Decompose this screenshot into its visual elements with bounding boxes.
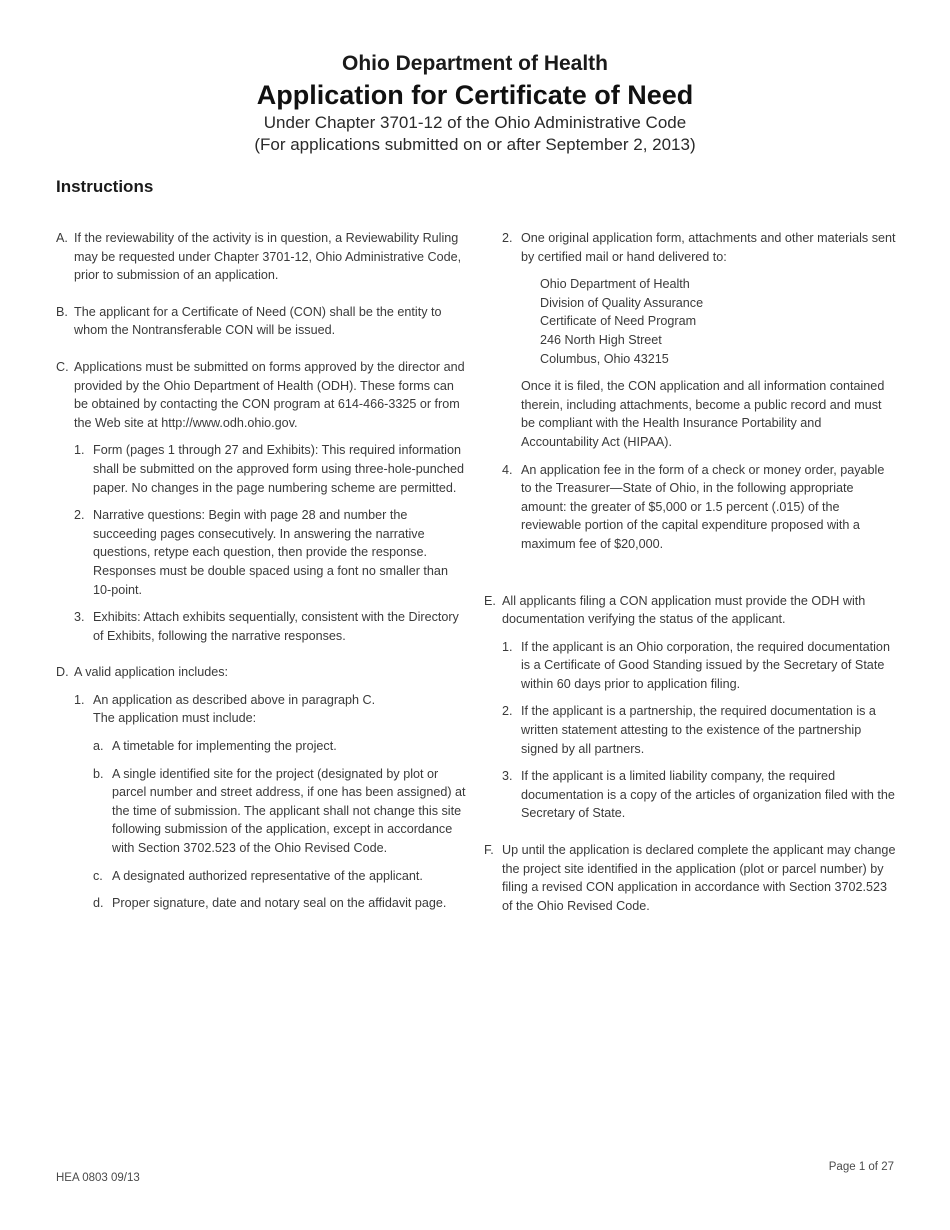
item-text: Exhibits: Attach exhibits sequentially, consistent with the Directory of Exhibits, following the narrative responses. [93,610,459,643]
instruction-f [484,841,896,915]
item-text: Form (pages 1 through 27 and Exhibits): This required information shall be submitted on the approved form using three-hole-punched paper. No changes in the page numbering scheme are permitted. [93,443,465,495]
item-marker: 2. [502,231,513,245]
item-marker: 2. [502,704,513,719]
item-text: If the applicant is an Ohio corporation, the required documentation is a Certificate of Good Standing issued by the Secretary of State within 60 days prior to application filing. [521,639,890,691]
item-marker: 2. [74,508,85,523]
item-marker: 1. [74,443,85,458]
instruction-d [56,663,466,913]
item-text: A designated authorized representative of the applicant. [112,868,423,883]
instruction-d-2 [484,229,896,452]
address-line: Division of Quality Assurance [540,295,704,310]
instructions-heading: Instructions [56,177,154,196]
item-text: Once it is filed, the CON application and all information contained therein, including attachments, become a public record and must be compliant with the Health Insurance Portability and Accountability Act (HIPAA). [521,379,885,449]
list-item [502,702,896,758]
page-subtitle: Under Chapter 3701-12 of the Ohio Administrative Code [263,113,687,132]
instruction-d-4 [484,461,896,554]
agency-name: Ohio Department of Health [341,52,609,75]
sub-list-item [93,867,466,886]
item-marker: 3. [74,610,85,625]
right-column [484,229,896,915]
item-text: Applications must be submitted on forms approved by the director and provided by the Ohio Department of Health (ODH). These forms can be obtained by contacting the CON program at 614-466-3325 or from the Web site at http://www.odh.ohio.gov. [74,359,465,430]
item-marker: 4. [502,462,513,477]
item-text: A single identified site for the project (designated by plot or parcel number and street address, if one has been assigned) at the time of submission. The applicant shall not change this site following submission of the application, except in accordance with Section 3702.523 of the Ohio Revised Code. [112,766,466,856]
item-marker: d. [93,896,104,911]
item-marker: C. [56,359,69,374]
item-marker: b. [93,766,104,781]
item-text: One original application form, attachments and other materials sent by certified mail or hand delivered to: [521,231,896,264]
address-line: Certificate of Need Program [540,314,697,329]
page-title: Application for Certificate of Need [256,80,694,110]
item-marker: a. [93,739,104,754]
sub-list-item [93,737,466,756]
sub-list-item [93,894,466,913]
item-marker: 3. [502,769,513,784]
instruction-e [484,592,896,824]
item-marker: E. [484,593,496,608]
instruction-b [56,303,466,340]
list-item [74,608,466,645]
page-number: Page 1 of 27 [828,1161,894,1173]
instruction-a [56,229,466,285]
item-text: A timetable for implementing the project. [112,739,337,754]
instruction-c [56,358,466,645]
item-text: Up until the application is declared complete the applicant may change the project site identified in the application (plot or parcel number) by filing a revised CON application in accordance with Section 3702.523 of the Ohio Revised Code. [502,843,896,913]
list-item [502,638,896,694]
mailing-address [521,275,896,368]
item-text: The applicant for a Certificate of Need (CON) shall be the entity to whom the Nontransferable CON will be issued. [74,304,442,338]
item-marker: B. [56,304,68,319]
sub-list-item [93,765,466,858]
item-text: Proper signature, date and notary seal on the affidavit page. [112,896,447,911]
item-marker: F. [484,843,494,858]
address-line: 246 North High Street [540,332,662,347]
list-item [502,767,896,823]
list-item [74,506,466,599]
item-text: The application must include: [93,711,257,726]
item-marker: D. [56,665,69,680]
address-line: Ohio Department of Health [540,277,690,292]
item-marker: A. [56,231,68,245]
form-code: HEA 0803 09/13 [56,1172,140,1184]
document-header [0,50,950,156]
item-text: A valid application includes: [74,665,229,680]
item-marker: c. [93,868,103,883]
item-text: If the applicant is a limited liability company, the required documentation is a copy of the articles of organization filed with the Secretary of State. [521,769,895,821]
applicability-note: (For applications submitted on or after September 2, 2013) [254,135,696,154]
item-text: If the reviewability of the activity is in question, a Reviewability Ruling may be requested under Chapter 3701-12, Ohio Administrative Code, prior to submission of an application. [74,231,462,283]
item-marker: 1. [502,639,513,654]
list-item [74,691,466,913]
address-line: Columbus, Ohio 43215 [540,351,669,366]
left-column [56,229,466,913]
item-text: Narrative questions: Begin with page 28 and number the succeeding pages consecutively. In answering the narrative questions, retype each question, then provide the response. Responses must be double spaced using a font no smaller than 10-point. [93,508,448,597]
list-item [74,441,466,497]
item-text: An application fee in the form of a check or money order, payable to the Treasurer—State of Ohio, in the following appropriate amount: the greater of $5,000 or 1.5 percent (.015) of the reviewable portion of the capital expenditure proposed with a maximum fee of $20,000. [521,462,885,551]
item-text: If the applicant is a partnership, the required documentation is a written statement attesting to the existence of the partnership signed by all partners. [521,704,876,756]
item-marker: 1. [74,692,85,707]
item-text: An application as described above in paragraph C. [93,692,376,707]
item-text: All applicants filing a CON application must provide the ODH with documentation verifying the status of the applicant. [502,593,866,627]
